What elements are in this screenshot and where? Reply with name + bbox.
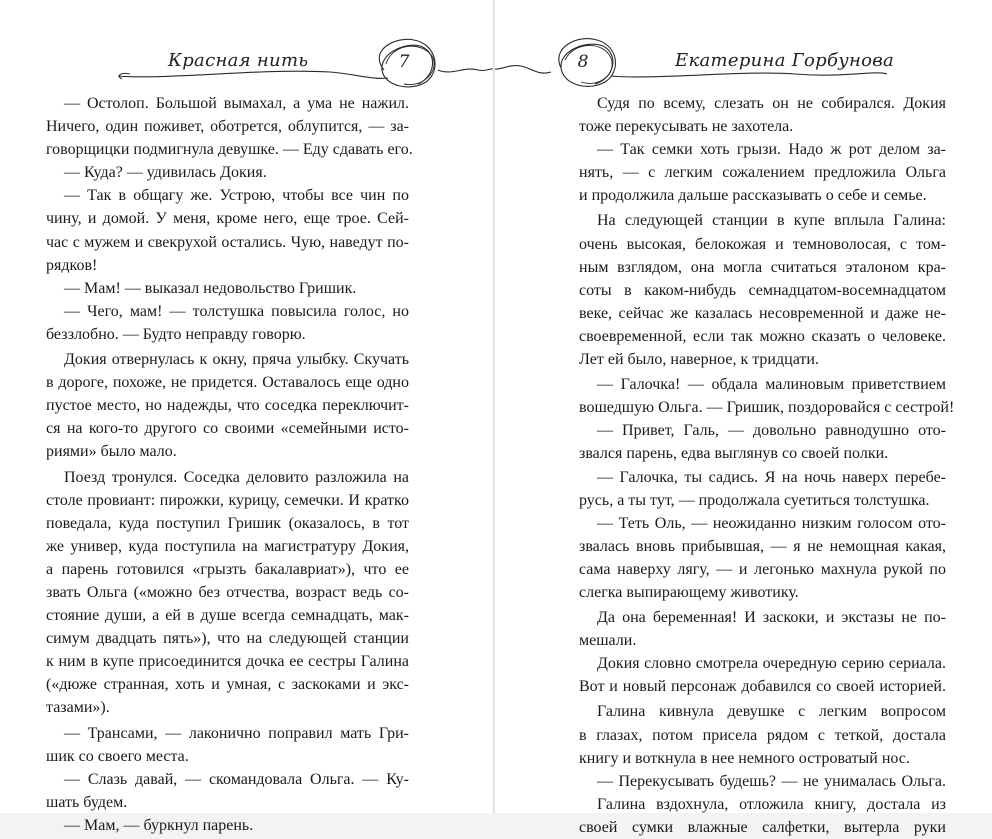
text-line: тоже перекусывать не захотела. [579, 118, 794, 136]
text-line: — Остолоп. Большой вымахал, а ума не нажил. [64, 95, 409, 112]
text-line: в дороге, похоже, не придется. Оставалось еще одно [46, 374, 409, 392]
text-line: час с мужем и свекрухой остались. Чую, наведут по- [46, 233, 409, 251]
text-line: ся на кого-то другого со своими «семейными исто- [46, 420, 409, 438]
text-line: звать Ольга («можно без отчества, возраст ведь со- [46, 583, 409, 601]
text-line: звался парень, едва выглянув со своей полки. [579, 445, 889, 463]
text-line: — Перекусывать будешь? — не унималась Ольга. [597, 772, 946, 790]
text-line: Ничего, один поживет, оботрется, облупится, — за- [46, 118, 409, 136]
text-line: — Куда? — удивилась Докия. [64, 164, 267, 182]
text-line: — Галочка! — обдала малиновым приветствием [597, 376, 946, 394]
text-line: Галина кивнула девушке с легким вопросом [597, 703, 946, 721]
text-line: сама наверху лягу, — и легонько махнула рукой по [579, 560, 946, 578]
text-line: столе провиант: пирожки, курицу, семечки. И кратко [46, 491, 409, 509]
text-line: — Так в общагу же. Устрою, чтобы все чин по [64, 187, 409, 205]
text-line: Докия словно смотрела очередную серию сериала. [597, 655, 946, 673]
text-line: и продолжила дальше рассказывать о себе и семье. [579, 187, 927, 205]
text-line: книгу и воткнула в нее немного островатый нос. [579, 749, 910, 767]
text-line: Лет ей было, наверное, к тридцати. [579, 351, 819, 369]
text-line: чину, и домой. У меня, кроме него, еще трое. Сей- [46, 210, 409, 228]
text-line: мешали. [579, 632, 637, 650]
text-line: — Чего, мам! — толстушка повысила голос, но [64, 302, 409, 320]
text-line: рядков! [46, 256, 98, 274]
text-line: вошедшую Ольга. — Гришик, поздоровайся с сестрой! [579, 399, 955, 417]
text-line: — Теть Оль, — неожиданно низким голосом ото- [597, 514, 946, 532]
text-line: Да она беременная! И заскоки, и экстазы не по- [597, 609, 946, 627]
text-line: Судя по всему, слезать он не собирался. Докия [597, 95, 946, 112]
text-line: Галина вздохнула, отложила книгу, достала из [597, 795, 946, 813]
left-page [0, 0, 493, 834]
text-line: — Галочка, ты садись. Я на ночь наверх перебе- [597, 468, 946, 486]
text-line: веке, сейчас же казалась несовременной и даже не- [579, 304, 946, 322]
text-line: — Трансами, — лаконично поправил мать Гри- [64, 724, 409, 742]
text-line: слегка выпирающему животику. [579, 583, 799, 601]
text-line: шать будем. [46, 793, 128, 811]
text-line: ным взглядом, она могла считаться эталоном кра- [579, 258, 946, 276]
header-ornament-right [495, 0, 992, 92]
text-line: Вот и новый персонаж добавился со своей историей. [579, 678, 946, 696]
text-line: — Мам! — выказал недовольство Гришик. [64, 279, 357, 297]
text-line: очень высокая, белокожая и темноволосая, с том- [579, 235, 946, 253]
text-line: симум двадцать пять»), что на следующей станции [46, 630, 409, 648]
text-line: говорщицки подмигнула девушке. — Еду сдавать его. [46, 141, 413, 159]
text-line: Докия отвернулась к окну, пряча улыбку. Скучать [64, 351, 409, 369]
text-line: тазами»). [46, 699, 110, 717]
body-text-right [579, 92, 955, 839]
text-line: («дюже странная, хоть и умная, с заскоками и экс- [46, 676, 409, 694]
text-line: к ним в купе присоединится дочка ее сестры Галина [46, 653, 409, 671]
text-line: нять, — с легким сожалением предложила Ольга [579, 164, 946, 182]
text-line: а парень готовился «грызть бакалавриат»), что ее [46, 560, 409, 578]
running-head-right: Екатерина Горбунова [675, 50, 895, 71]
text-line: На следующей станции в купе вплыла Галина: [597, 212, 946, 230]
text-line: же универ, куда поступила на магистратуру Докия, [46, 537, 409, 555]
text-line: — Так семки хоть грызи. Надо ж рот делом за- [597, 141, 946, 159]
text-line: — Слазь давай, — скомандовала Ольга. — Ку- [64, 770, 409, 788]
text-line: — Мам, — буркнул парень. [64, 816, 254, 834]
header-ornament-left [0, 0, 493, 92]
page-number-left: 7 [398, 52, 410, 72]
text-line: в глазах, потом присела рядом с теткой, достала [579, 726, 946, 744]
text-line: русь, а ты тут, — продолжала суетиться толстушка. [579, 491, 930, 509]
text-line: своевременной, если так можно сказать о человеке. [579, 327, 946, 345]
text-line: Поезд тронулся. Соседка деловито разложила на [64, 468, 409, 486]
right-page [495, 0, 992, 836]
text-line: риями» было мало. [46, 443, 177, 461]
page-number-right: 8 [577, 52, 589, 72]
text-line: пустое место, но надежды, что соседка переключит- [46, 397, 409, 415]
body-text-left [46, 92, 413, 837]
text-line: звалась вновь прибывшая, — я не немощная какая, [579, 537, 946, 555]
text-line: шик со своего места. [46, 747, 189, 765]
running-head-left: Красная нить [168, 50, 309, 71]
text-line: соты в каком-нибудь семнадцатом-восемнадцатом [579, 281, 946, 299]
text-line: своей сумки влажные салфетки, вытерла руки [579, 818, 946, 836]
text-line: беззлобно. — Будто неправду говорю. [46, 325, 306, 343]
text-line: — Привет, Галь, — довольно равнодушно ото- [597, 422, 946, 440]
text-line: поведала, куда поступил Гришик (оказалось, в тот [46, 514, 409, 532]
text-line: стояние души, а ей в душе всегда семнадцать, мак- [46, 607, 409, 625]
